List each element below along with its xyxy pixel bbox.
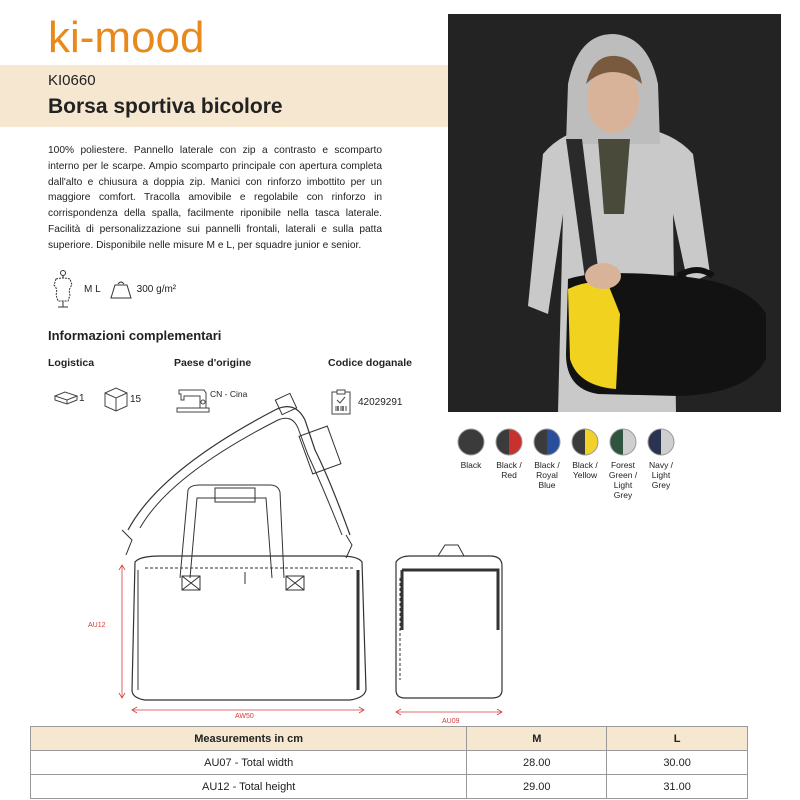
swatch-right-half	[661, 429, 674, 455]
logistics-heading: Logistica	[48, 357, 95, 369]
swatch-label: Navy / Light Grey	[648, 460, 674, 490]
table-row	[31, 751, 748, 775]
customs-heading: Codice doganale	[328, 357, 413, 369]
table-cell: 31.00	[607, 775, 748, 799]
package-icon	[53, 388, 79, 408]
table-cell: 30.00	[607, 751, 748, 775]
swatch-left-half	[534, 429, 547, 455]
table-header-cell: M	[467, 727, 607, 751]
unit-pack	[53, 388, 85, 408]
origin-value: CN - Cina	[210, 389, 248, 399]
table-header-row	[31, 727, 748, 751]
mannequin-icon	[48, 269, 78, 309]
sizes-text: M L	[84, 283, 101, 295]
product-photo	[448, 14, 781, 412]
height-label: AU12	[88, 622, 106, 629]
table-cell: AU12 - Total height	[31, 775, 467, 799]
swatch-left-half	[648, 429, 661, 455]
weight-text: 300 g/m²	[136, 283, 177, 295]
swatch-right-half	[585, 429, 598, 455]
bag-front-drawing	[132, 556, 366, 700]
table-header-cell: L	[607, 727, 748, 751]
swatch-navy-light-grey[interactable]	[642, 428, 680, 500]
table-cell: AU07 - Total width	[31, 751, 467, 775]
strap-drawing	[128, 407, 350, 535]
table-header-cell: Measurements in cm	[31, 727, 467, 751]
color-circle-icon	[571, 428, 599, 456]
color-circle-icon	[609, 428, 637, 456]
spec-row	[48, 268, 176, 310]
swatch-right-half	[547, 429, 560, 455]
box-count: 15	[130, 393, 142, 405]
swatch-black-yellow[interactable]	[566, 428, 604, 500]
logo-text-ki: ki-mood	[48, 13, 205, 62]
swatch-right-half	[623, 429, 636, 455]
table-row	[31, 775, 748, 799]
swatch-label: Black / Red	[496, 460, 522, 480]
width-label: AW50	[235, 713, 254, 720]
bag-side-drawing	[396, 556, 502, 698]
swatch-forest-green-light-grey[interactable]	[604, 428, 642, 500]
swatch-black-royal-blue[interactable]	[528, 428, 566, 500]
product-ref: KI0660	[48, 72, 96, 89]
swatch-label: Forest Green / Light Grey	[608, 460, 638, 500]
table-cell: 29.00	[467, 775, 607, 799]
table-cell: 28.00	[467, 751, 607, 775]
product-description: 100% poliestere. Pannello laterale con zip a contrasto e scomparto interno per le scarpe. Ampio scomparto principale con apertura completa dall'alto e chiusura a doppia zip. Manici con rinforzo imbottito per un maggiore comfort. Tracolla amovibile e regolabile con rinforzo in corrispondenza della spalla, facilmente riponibile nella tasca laterale. Facilità di personalizzazione sui pannelli frontali, laterali e sulla patta superiore. Disponibile nelle misure M e L, per squadre junior e senior.	[48, 145, 382, 251]
swatch-left-half	[572, 429, 585, 455]
swatch-label: Black	[460, 460, 482, 470]
color-circle-icon	[647, 428, 675, 456]
color-circle-icon	[533, 428, 561, 456]
depth-label: AU09	[442, 718, 460, 725]
unit-count: 1	[79, 392, 85, 404]
customs-value: 42029291	[358, 396, 403, 408]
weight-icon	[109, 277, 133, 301]
swatch-label: Black / Yellow	[572, 460, 598, 480]
measurements-table	[30, 726, 748, 799]
brand-logo	[48, 8, 228, 60]
swatch-label: Black / Royal Blue	[534, 460, 560, 490]
swatch-left-half	[610, 429, 623, 455]
section-title-info: Informazioni complementari	[48, 328, 222, 343]
origin-heading: Paese d'origine	[174, 357, 252, 369]
product-title: Borsa sportiva bicolore	[48, 95, 283, 118]
technical-drawing	[88, 380, 520, 725]
